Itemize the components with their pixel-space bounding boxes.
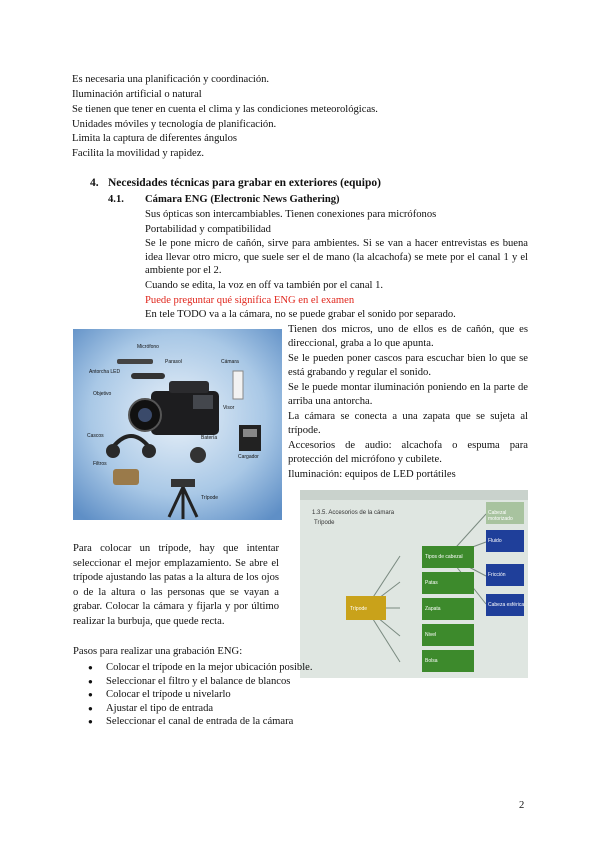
photo-label: Antorcha LED xyxy=(89,369,121,375)
step-item: ● Colocar el trípode u nivelarlo xyxy=(88,688,342,702)
page-number: 2 xyxy=(519,800,525,811)
slide-blue-label: Cabeza esférica xyxy=(488,602,525,608)
intro-line: Unidades móviles y tecnología de planificación. xyxy=(72,119,277,130)
intro-line: Facilita la movilidad y rapidez. xyxy=(72,148,205,159)
photo-label: Micrófono xyxy=(137,344,159,350)
photo-label: Visor xyxy=(223,405,235,411)
photo-label: Cascos xyxy=(87,433,104,439)
eng-line: En tele TODO va a la cámara, no se puede grabar el sonido por separado. xyxy=(145,309,456,320)
intro-line: Se tienen que tener en cuenta el clima y las condiciones meteorológicas. xyxy=(72,104,378,115)
right-paragraph-line: Se le puede montar iluminación poniendo en la parte de arriba una antorcha. xyxy=(288,382,528,408)
slide-blue-label: Cabezal motorizado xyxy=(488,510,513,522)
slide-blue-label: Fluido xyxy=(488,538,502,544)
steps-list xyxy=(88,661,342,729)
eng-line: Cuando se edita, la voz en off va también por el canal 1. xyxy=(145,280,384,291)
photo-label: Filtros xyxy=(93,461,107,467)
intro-line: Iluminación artificial o natural xyxy=(72,89,202,100)
step-item: ● Ajustar el tipo de entrada xyxy=(88,702,342,716)
tripod-paragraph: Para colocar un trípode, hay que intentar seleccionar el mejor emplazamiento. Se abre el trípode ajustando las patas a la altura de los ojos o de la altura o las personas que se vayan a grabar. Colocar la cámara y fijarla y por último realizar la burbuja, que quede recta. xyxy=(73,543,279,627)
subsection-title: Cámara ENG (Electronic News Gathering) xyxy=(145,194,340,205)
slide-bullet: Trípode xyxy=(314,520,335,526)
section-number: 4. xyxy=(90,177,99,189)
eng-line: Sus ópticas son intercambiables. Tienen conexiones para micrófonos xyxy=(145,209,437,220)
exam-note: Puede preguntar qué significa ENG en el examen xyxy=(145,295,355,306)
subsection-number: 4.1. xyxy=(108,194,124,205)
photo-label: Parasol xyxy=(165,359,182,365)
step-item: ● Seleccionar el filtro y el balance de blancos xyxy=(88,675,342,689)
slide-blue-label: Fricción xyxy=(488,572,506,578)
step-item: ● Colocar el trípode en la mejor ubicación posible. xyxy=(88,661,342,675)
slide-green-label: Zapata xyxy=(425,606,441,612)
slide-green-label: Tipos de cabezal xyxy=(425,554,463,560)
photo-label: Cargador xyxy=(238,454,259,460)
photo-label: Batería xyxy=(201,435,218,441)
slide-root-label: Trípode xyxy=(350,606,368,612)
slide-heading: 1.3.5. Accesorios de la cámara xyxy=(312,510,395,516)
right-paragraph-line: Tienen dos micros, uno de ellos es de cañón, que es direccional, graba a lo que apunta. xyxy=(288,324,528,350)
photo-label: Cámara xyxy=(221,359,239,365)
right-paragraph-line: La cámara se conecta a una zapata que se sujeta al trípode. xyxy=(288,411,528,437)
eng-camera-photo xyxy=(73,329,282,520)
step-item: ● Seleccionar el canal de entrada de la cámara xyxy=(88,715,342,729)
right-paragraph-line: Se le pueden poner cascos para escuchar bien lo que se está grabando y regular el sonido. xyxy=(288,353,528,379)
intro-line: Es necesaria una planificación y coordinación. xyxy=(72,74,270,85)
photo-label: Trípode xyxy=(201,495,219,501)
slide-green-label: Patas xyxy=(425,580,438,586)
intro-line: Limita la captura de diferentes ángulos xyxy=(72,133,238,144)
slide-green-label: Bolsa xyxy=(425,658,438,664)
photo-label: Objetivo xyxy=(93,391,112,397)
eng-paragraph: Se le pone micro de cañón, sirve para ambientes. Si se van a hacer entrevistas es buena idea llevar otro micro, que suele ser el de mano (la alcachofa) se mete por el canal 1 y el ambiente por el 2. xyxy=(145,238,528,277)
right-paragraph-line: Iluminación: equipos de LED portátiles xyxy=(288,469,456,480)
slide-green-label: Nivel xyxy=(425,632,437,638)
steps-title: Pasos para realizar una grabación ENG: xyxy=(73,646,243,657)
eng-line: Portabilidad y compatibilidad xyxy=(145,224,271,235)
section-title: Necesidades técnicas para grabar en exteriores (equipo) xyxy=(108,177,381,189)
tripod-slide-photo xyxy=(300,490,528,678)
right-paragraph-line: Accesorios de audio: alcachofa o espuma para protección del micrófono y cubilete. xyxy=(288,440,528,466)
